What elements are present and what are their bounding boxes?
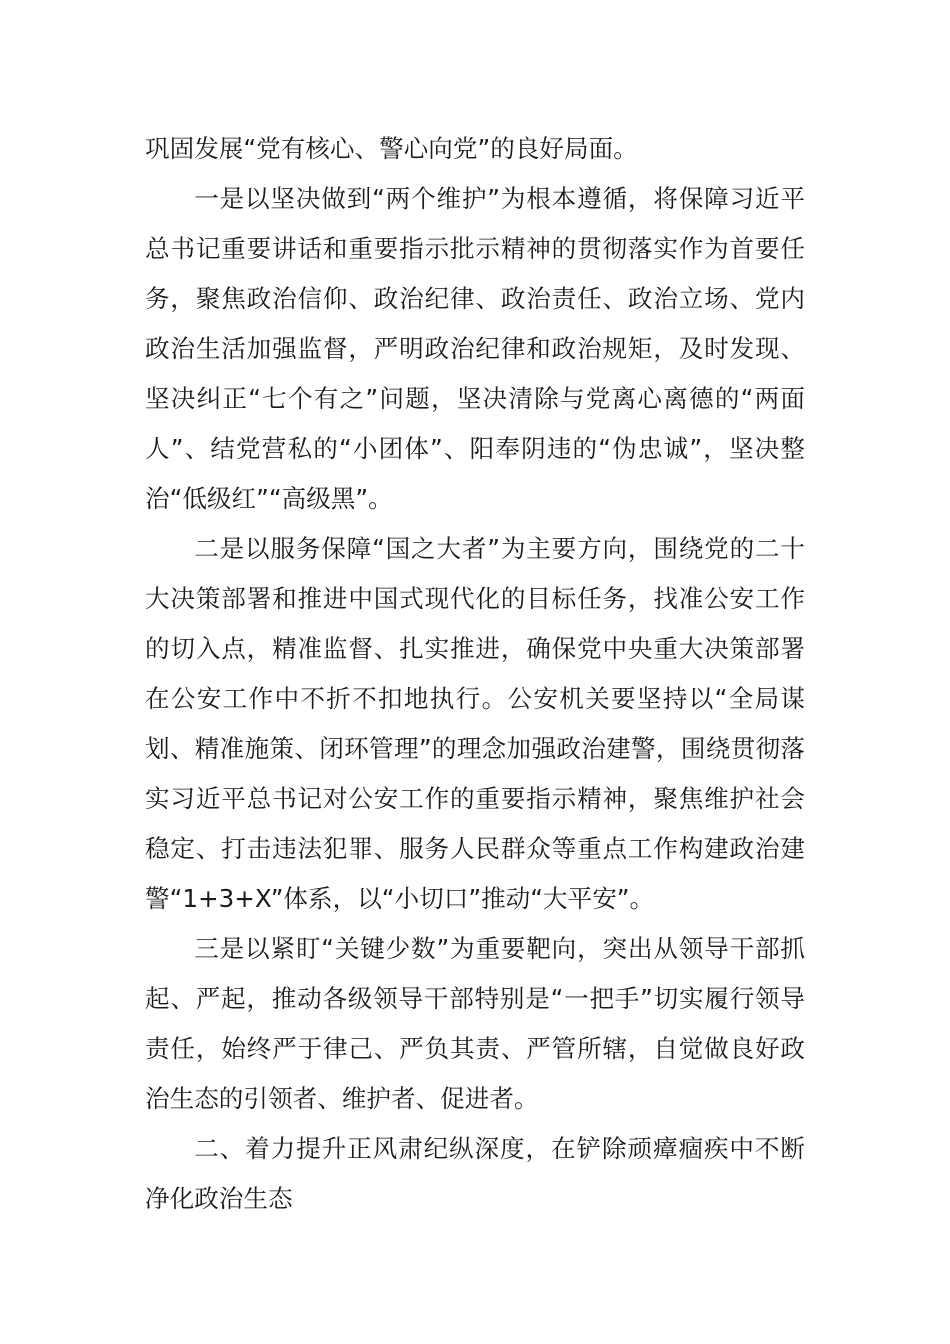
paragraph-continuation: 巩固发展“党有核心、警心向党”的良好局面。: [145, 134, 638, 163]
paragraph-point-three: 三是以紧盯“关键少数”为重要靶向，突出从领导干部抓起、严起，推动各级领导干部特别是“一把手”切实履行领导责任，始终严于律己、严负其责、严管所辖，自觉做良好政治生态的引领者、维护者、促进者。: [145, 934, 805, 1113]
document-body: [145, 124, 805, 1224]
paragraph-point-one: 一是以坚决做到“两个维护”为根本遵循，将保障习近平总书记重要讲话和重要指示批示精神的贯彻落实作为首要任务，聚焦政治信仰、政治纪律、政治责任、政治立场、党内政治生活加强监督，严明政治纪律和政治规矩，及时发现、坚决纠正“七个有之”问题，坚决清除与党离心离德的“两面人”、结党营私的“小团体”、阳奉阴违的“伪忠诚”，坚决整治“低级红”“高级黑”。: [145, 184, 805, 513]
section-heading-two: 二、着力提升正风肃纪纵深度，在铲除顽瘴痼疾中不断净化政治生态: [145, 1134, 805, 1213]
paragraph-point-two: 二是以服务保障“国之大者”为主要方向，围绕党的二十大决策部署和推进中国式现代化的目标任务，找准公安工作的切入点，精准监督、扎实推进，确保党中央重大决策部署在公安工作中不折不扣地执行。公安机关要坚持以“全局谋划、精准施策、闭环管理”的理念加强政治建警，围绕贯彻落实习近平总书记对公安工作的重要指示精神，聚焦维护社会稳定、打击违法犯罪、服务人民群众等重点工作构建政治建警“1+3+X”体系，以“小切口”推动“大平安”。: [145, 534, 805, 913]
